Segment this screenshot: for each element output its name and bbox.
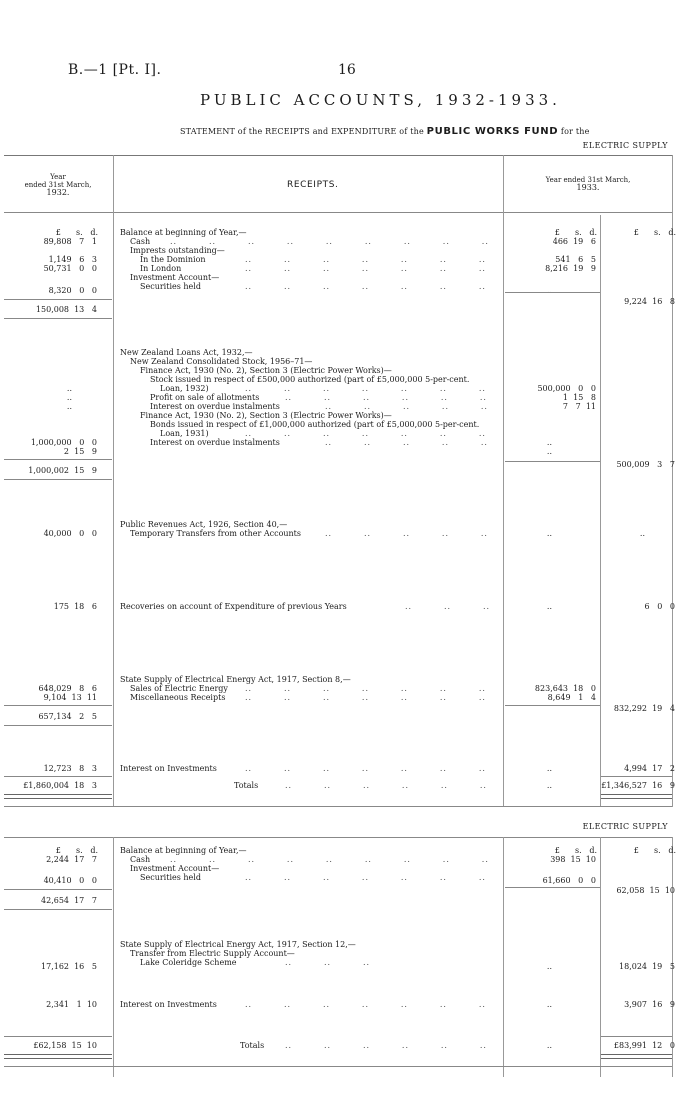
- leader-dots: .. .. .. .. .. .. .. .. ..: [170, 237, 489, 246]
- investment-label: Investment Account—: [130, 864, 220, 873]
- cur-securities: 61,660 0 0: [542, 876, 596, 885]
- leader-dots: .. .. .. .. .. ..: [285, 393, 487, 402]
- cur-interest: 7 7 11: [562, 402, 596, 411]
- prev-grand-total: £1,860,004 18 3: [23, 781, 97, 790]
- prev-loan-1931: 1,000,000 0 0: [30, 438, 97, 447]
- cash-label: Cash: [130, 237, 151, 246]
- double-rule: [601, 1054, 672, 1059]
- cur-interest-investments: 3,907 16 9: [624, 1000, 675, 1009]
- finance-label: Finance Act, 1930 (No. 2), Section 3 (Electric Power Works)—: [140, 366, 392, 375]
- cur-dominion: 541 6 5: [555, 255, 596, 264]
- dominion-label: In the Dominion: [140, 255, 206, 264]
- column-divider: [503, 837, 504, 1077]
- interest-investments-label: Interest on Investments: [120, 764, 217, 773]
- leader-dots: .. .. .. .. ..: [325, 529, 488, 538]
- column-divider: [113, 155, 114, 807]
- loan-1931-label: Loan, 1931): [160, 429, 209, 438]
- prev-interest-investments: 12,723 8 3: [43, 764, 97, 773]
- totals-rule: [601, 1036, 672, 1037]
- stock-issued-label: Stock issued in respect of £500,000 authorized (part of £5,000,000 5-per-cent.: [150, 375, 470, 384]
- statement-prefix: STATEMENT of the RECEIPTS and EXPENDITURE of the: [180, 127, 424, 136]
- prev-grand-total: £62,158 15 10: [33, 1041, 97, 1050]
- column-divider: [503, 155, 504, 807]
- cur-grand-total-sub: ..: [546, 781, 552, 790]
- double-rule: [4, 794, 112, 799]
- public-revenues-heading: Public Revenues Act, 1926, Section 40,—: [120, 520, 288, 529]
- lake-coleridge-label: Lake Coleridge Scheme: [140, 958, 237, 967]
- lsd-header: £ s. d.: [554, 228, 597, 237]
- cur-year-label: 1933.: [576, 183, 600, 192]
- cur-recoveries: 6 0 0: [644, 602, 675, 611]
- prev-securities: 40,410 0 0: [43, 876, 97, 885]
- totals-rule: [4, 776, 112, 777]
- subtotal-rule: [4, 705, 112, 706]
- double-rule: [601, 794, 672, 799]
- cur-lake-coleridge-sub: ..: [546, 962, 552, 971]
- leader-dots: .. .. .. .. .. .. .. .. ..: [170, 855, 489, 864]
- document-reference: B.—1 [Pt. I].: [68, 62, 162, 78]
- transfer-label: Transfer from Electric Supply Account—: [130, 949, 295, 958]
- table-top-rule: [4, 837, 672, 838]
- cash-label: Cash: [130, 855, 151, 864]
- cur-temporary-transfers: ..: [639, 529, 645, 538]
- cur-lake-coleridge: 18,024 19 5: [619, 962, 675, 971]
- header-bottom-rule: [4, 212, 672, 213]
- double-rule: [4, 1054, 112, 1059]
- leader-dots: .. .. ..: [285, 958, 371, 967]
- leader-dots: .. .. .. .. .. .. ..: [245, 684, 486, 693]
- imprests-label: Imprests outstanding—: [130, 246, 225, 255]
- prev-recoveries: 175 18 6: [53, 602, 97, 611]
- prev-year-label: 1932.: [46, 188, 70, 197]
- cur-recoveries-sub: ..: [546, 602, 552, 611]
- sales-label: Sales of Electric Energy: [130, 684, 228, 693]
- leader-dots: .. .. .. .. ..: [325, 402, 488, 411]
- stock-label: New Zealand Consolidated Stock, 1956–71—: [130, 357, 313, 366]
- prev-profit: ..: [66, 393, 72, 402]
- page-number: 16: [338, 62, 356, 78]
- totals-label: Totals: [240, 1041, 265, 1050]
- prev-misc: 9,104 13 11: [43, 693, 97, 702]
- cur-cash: 398 15 10: [550, 855, 596, 864]
- cur-interest-investments: 4,994 17 2: [624, 764, 675, 773]
- prev-balance-total: 42,654 17 7: [41, 896, 97, 905]
- table-top-rule: [4, 155, 672, 156]
- securities-label: Securities held: [140, 282, 201, 291]
- table-bottom-rule: [4, 1066, 672, 1067]
- page-title: PUBLIC ACCOUNTS, 1932-1933.: [200, 91, 561, 109]
- cur-loans-total: 500,009 3 7: [616, 460, 675, 469]
- subtotal-rule: [4, 909, 112, 910]
- cur-securities: ..: [546, 286, 552, 295]
- lsd-header: £ s. d.: [633, 228, 676, 237]
- subtotal-rule: [4, 725, 112, 726]
- prev-lake-coleridge: 17,162 16 5: [41, 962, 97, 971]
- cur-state-supply-total: 832,292 19 4: [613, 704, 675, 713]
- lsd-header: £ s. d.: [633, 846, 676, 855]
- cur-temporary-transfers-sub: ..: [546, 529, 552, 538]
- receipts-header: RECEIPTS.: [287, 180, 339, 190]
- prev-cash: 2,244 17 7: [46, 855, 97, 864]
- cur-cash: 466 19 6: [552, 237, 596, 246]
- state-supply-heading: State Supply of Electrical Energy Act, 1917, Section 12,—: [120, 940, 356, 949]
- totals-label: Totals: [234, 781, 259, 790]
- prev-year-label: ended 31st March,: [24, 181, 92, 189]
- column-divider: [113, 837, 114, 1077]
- account-name: ELECTRIC SUPPLY: [582, 141, 668, 150]
- interest-label: Interest on overdue instalments: [150, 402, 280, 411]
- totals-rule: [4, 1036, 112, 1037]
- leader-dots: .. .. .. .. .. ..: [285, 781, 487, 790]
- subtotal-rule: [4, 889, 112, 890]
- column-divider: [600, 837, 601, 1077]
- securities-label: Securities held: [140, 873, 201, 882]
- leader-dots: .. .. .. .. .. .. ..: [245, 429, 486, 438]
- leader-dots: .. .. .. .. .. ..: [285, 1041, 487, 1050]
- cur-sales: 823,643 18 0: [534, 684, 596, 693]
- column-divider: [600, 215, 601, 807]
- london-label: In London: [140, 264, 182, 273]
- subtotal-rule: [4, 299, 112, 300]
- cur-misc: 8,649 1 4: [547, 693, 596, 702]
- cur-interest-investments-sub: ..: [546, 764, 552, 773]
- prev-temporary-transfers: 40,000 0 0: [43, 529, 97, 538]
- cur-loan-1932: 500,000 0 0: [537, 384, 596, 393]
- lsd-header: £ s. d.: [55, 228, 98, 237]
- subtotal-rule: [505, 705, 600, 706]
- leader-dots: .. .. ..: [405, 602, 491, 611]
- prev-dominion: 1,149 6 3: [48, 255, 97, 264]
- leader-dots: .. .. .. .. .. .. ..: [245, 264, 486, 273]
- prev-interest-investments: 2,341 1 10: [46, 1000, 97, 1009]
- leader-dots: .. .. .. .. .. .. ..: [245, 1000, 486, 1009]
- prev-state-supply-total: 657,134 2 5: [38, 712, 97, 721]
- interest-investments-label: Interest on Investments: [120, 1000, 217, 1009]
- cur-balance-total: 62,058 15 10: [616, 886, 675, 895]
- table-bottom-rule: [4, 806, 672, 807]
- balance-heading: Balance at beginning of Year,—: [120, 228, 247, 237]
- lsd-header: £ s. d.: [55, 846, 98, 855]
- prev-year-header: [4, 173, 112, 197]
- statement-heading: [180, 126, 590, 137]
- cur-year-header: [504, 176, 672, 192]
- cur-balance-total: 9,224 16 8: [624, 297, 675, 306]
- bonds-label: Bonds issued in respect of £1,000,000 authorized (part of £5,000,000 5-per-cent.: [150, 420, 480, 429]
- balance-heading: Balance at beginning of Year,—: [120, 846, 247, 855]
- cur-profit: 1 15 8: [562, 393, 596, 402]
- cur-grand-total: £1,346,527 16 9: [601, 781, 675, 790]
- leader-dots: .. .. .. .. ..: [325, 438, 488, 447]
- prev-loan-1932: ..: [66, 384, 72, 393]
- cur-year-label: Year ended 31st March,: [545, 176, 631, 184]
- prev-balance-total: 150,008 13 4: [35, 305, 97, 314]
- cur-grand-total-sub: ..: [546, 1041, 552, 1050]
- prev-year-label: Year: [50, 173, 66, 181]
- prev-cash: 89,808 7 1: [43, 237, 97, 246]
- subtotal-rule: [505, 292, 600, 293]
- leader-dots: .. .. .. .. .. .. ..: [245, 282, 486, 291]
- leader-dots: .. .. .. .. .. .. ..: [245, 873, 486, 882]
- prev-london: 50,731 0 0: [43, 264, 97, 273]
- prev-securities: 8,320 0 0: [48, 286, 97, 295]
- investment-label: Investment Account—: [130, 273, 220, 282]
- leader-dots: .. .. .. .. .. .. ..: [245, 693, 486, 702]
- section-account-name: ELECTRIC SUPPLY: [582, 822, 668, 831]
- leader-dots: .. .. .. .. .. .. ..: [245, 384, 486, 393]
- cur-interest-investments-sub: ..: [546, 1000, 552, 1009]
- prev-loans-total: 1,000,002 15 9: [28, 466, 97, 475]
- subtotal-rule: [4, 318, 112, 319]
- cur-london: 8,216 19 9: [545, 264, 596, 273]
- interest-label: Interest on overdue instalments: [150, 438, 280, 447]
- prev-interest: ..: [66, 402, 72, 411]
- subtotal-rule: [505, 461, 600, 462]
- cur-grand-total: £83,991 12 0: [613, 1041, 675, 1050]
- prev-sales: 648,029 8 6: [38, 684, 97, 693]
- totals-rule: [601, 776, 672, 777]
- profit-label: Profit on sale of allotments: [150, 393, 260, 402]
- subtotal-rule: [4, 479, 112, 480]
- cur-interest: ..: [546, 447, 552, 456]
- leader-dots: .. .. .. .. .. .. ..: [245, 764, 486, 773]
- temporary-transfers-label: Temporary Transfers from other Accounts: [130, 529, 302, 538]
- subtotal-rule: [4, 459, 112, 460]
- statement-suffix: for the: [560, 127, 590, 136]
- prev-interest: 2 15 9: [63, 447, 97, 456]
- loan-1932-label: Loan, 1932): [160, 384, 209, 393]
- subtotal-rule: [505, 887, 600, 888]
- fund-name: PUBLIC WORKS FUND: [426, 126, 559, 137]
- lsd-header: £ s. d.: [554, 846, 597, 855]
- cur-loan-1931: ..: [546, 438, 552, 447]
- misc-label: Miscellaneous Receipts: [130, 693, 226, 702]
- recoveries-label: Recoveries on account of Expenditure of previous Years: [120, 602, 347, 611]
- leader-dots: .. .. .. .. .. .. ..: [245, 255, 486, 264]
- finance-label: Finance Act, 1930 (No. 2), Section 3 (Electric Power Works)—: [140, 411, 392, 420]
- loans-heading: New Zealand Loans Act, 1932,—: [120, 348, 253, 357]
- state-supply-heading: State Supply of Electrical Energy Act, 1917, Section 8,—: [120, 675, 351, 684]
